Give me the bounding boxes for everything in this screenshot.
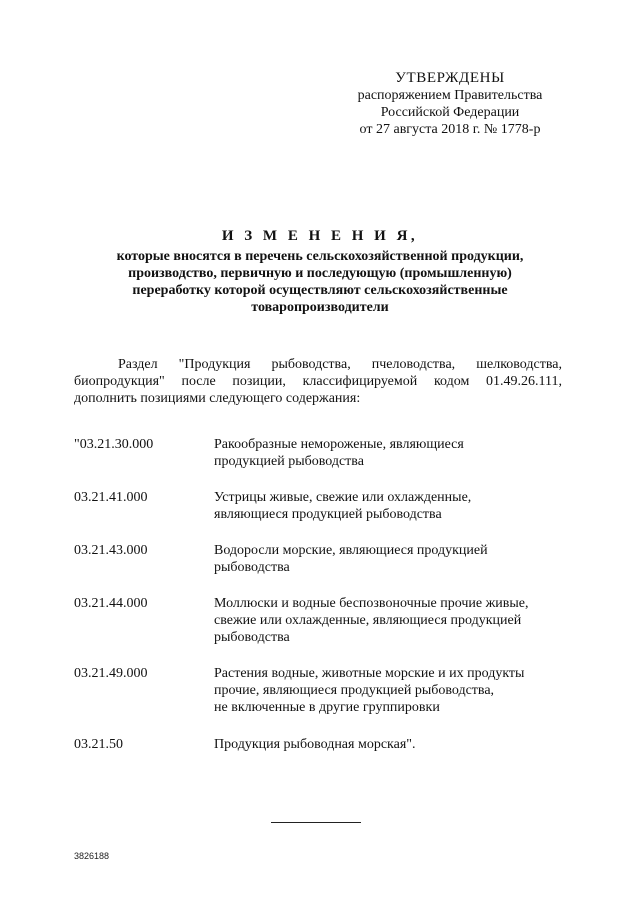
intro-line: Раздел "Продукция рыбоводства, пчеловодства, шелководства,: [118, 357, 562, 372]
document-heading: [70, 228, 570, 316]
entry-description-line: являющиеся продукцией рыбоводства: [214, 507, 442, 522]
approval-title: УТВЕРЖДЕНЫ: [395, 70, 505, 86]
document-number: 3826188: [74, 851, 110, 861]
entry-description-line: не включенные в другие группировки: [214, 700, 440, 715]
heading-line: товаропроизводители: [251, 300, 389, 315]
heading-line: переработку которой осуществляют сельскохозяйственные: [132, 283, 508, 298]
intro-line: биопродукция" после позиции, классифицируемой кодом 01.49.26.111,: [74, 374, 562, 389]
heading-title: И З М Е Н Е Н И Я,: [221, 228, 419, 244]
entry-description: [214, 489, 574, 523]
entry-description: [214, 665, 574, 716]
entry-description: [214, 436, 574, 470]
approval-stamp: [330, 70, 570, 138]
intro-paragraph: [74, 356, 562, 407]
entry-description-line: Продукция рыбоводная морская".: [214, 737, 416, 752]
entry-code: 03.21.50: [74, 737, 123, 752]
approval-line: от 27 августа 2018 г. № 1778-р: [359, 122, 541, 137]
entry-description-line: Растения водные, животные морские и их продукты: [214, 666, 525, 681]
entry-description: [214, 542, 574, 576]
entry-description-line: Водоросли морские, являющиеся продукцией: [214, 543, 488, 558]
entry-description-line: прочие, являющиеся продукцией рыбоводства,: [214, 683, 495, 698]
entry-code: 03.21.49.000: [74, 666, 148, 681]
entry-code: 03.21.43.000: [74, 543, 148, 558]
entry-description-line: Моллюски и водные беспозвоночные прочие живые,: [214, 596, 529, 611]
entry-description-line: свежие или охлажденные, являющиеся продукцией: [214, 613, 522, 628]
intro-line: дополнить позициями следующего содержания:: [74, 391, 361, 406]
closing-divider: [271, 822, 361, 823]
entry-description-line: рыбоводства: [214, 560, 290, 575]
entry-code: "03.21.30.000: [74, 437, 154, 452]
entry-description: [214, 595, 574, 646]
heading-line: которые вносятся в перечень сельскохозяйственной продукции,: [116, 249, 524, 264]
entry-description-line: Ракообразные немороженые, являющиеся: [214, 437, 464, 452]
entry-description-line: рыбоводства: [214, 630, 290, 645]
approval-line: распоряжением Правительства: [357, 88, 543, 103]
entry-code: 03.21.41.000: [74, 490, 148, 505]
entry-code: 03.21.44.000: [74, 596, 148, 611]
entry-description-line: продукцией рыбоводства: [214, 454, 364, 469]
approval-line: Российской Федерации: [380, 105, 520, 120]
entry-description-line: Устрицы живые, свежие или охлажденные,: [214, 490, 472, 505]
heading-line: производство, первичную и последующую (промышленную): [128, 266, 512, 281]
entry-description: [214, 736, 574, 753]
